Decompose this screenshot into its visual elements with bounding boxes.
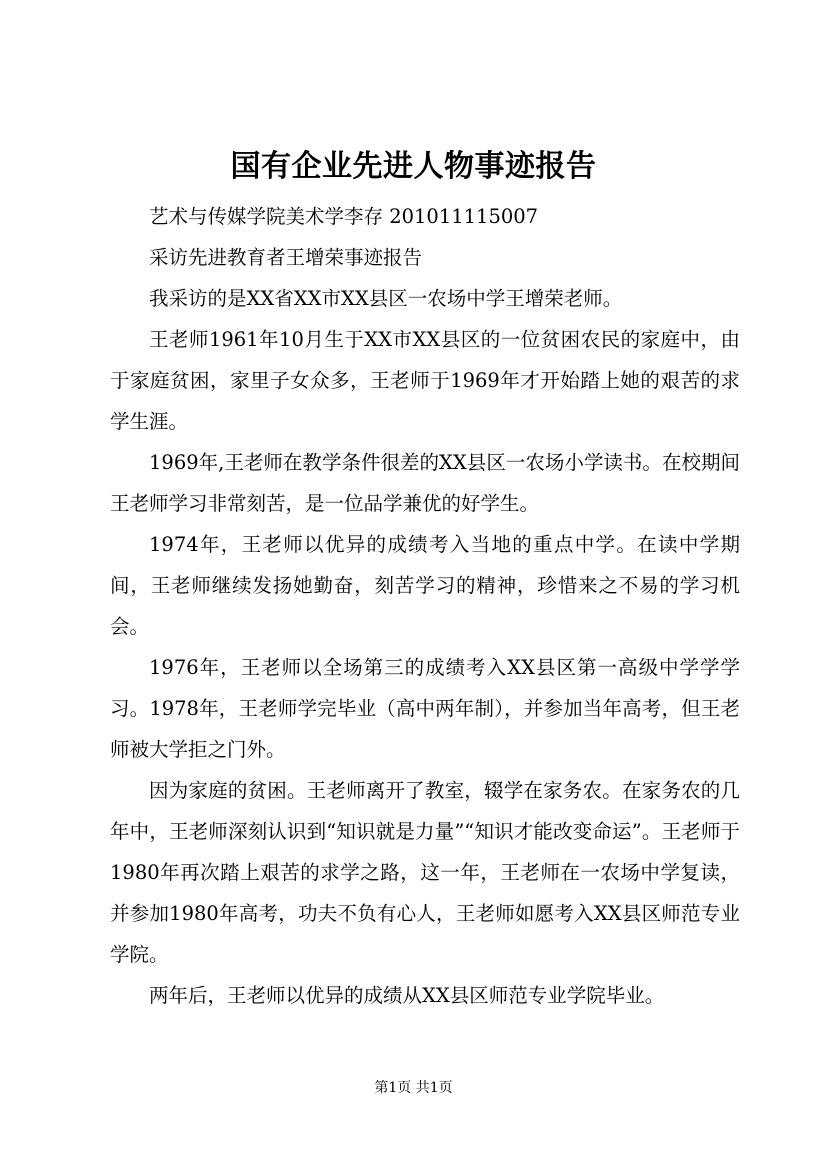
body-paragraph: 1976年，王老师以全场第三的成绩考入XX县区第一高级中学学学习。1978年，王老师学完毕业（高中两年制），并参加当年高考，但王老师被大学拒之门外。: [110, 656, 740, 761]
body-paragraph: 因为家庭的贫困。王老师离开了教室，辍学在家务农。在家务农的几年中，王老师深刻认识到“知识就是力量”“知识才能改变命运”。王老师于1980年再次踏上艰苦的求学之路，这一年，王老师在一农场中学复读，并参加1980年高考，功夫不负有心人，王老师如愿考入XX县区师范专业学院。: [110, 779, 740, 966]
body-paragraph: 1969年,王老师在教学条件很差的XX县区一农场小学读书。在校期间王老师学习非常刻苦，是一位品学兼优的好学生。: [110, 451, 740, 515]
subtitle-line: 采访先进教育者王增荣事迹报告: [149, 246, 423, 269]
body-paragraph: 王老师1961年10月生于XX市XX县区的一位贫困农民的家庭中，由于家庭贫困，家里子女众多，王老师于1969年才开始踏上她的艰苦的求学生涯。: [110, 328, 740, 433]
document-title: 国有企业先进人物事迹报告: [230, 149, 597, 184]
body-paragraph: 两年后，王老师以优异的成绩从XX县区师范专业学院毕业。: [149, 984, 665, 1007]
document-body: [110, 196, 740, 1016]
page-footer: 第1页 共1页: [374, 1080, 453, 1096]
body-paragraph: 我采访的是XX省XX市XX县区一农场中学王增荣老师。: [149, 287, 623, 310]
body-paragraph: 1974年，王老师以优异的成绩考入当地的重点中学。在读中学期间，王老师继续发扬她勤奋，刻苦学习的精神，珍惜来之不易的学习机会。: [110, 533, 740, 638]
author-line: 艺术与传媒学院美术学李存 201011115007: [149, 205, 539, 228]
